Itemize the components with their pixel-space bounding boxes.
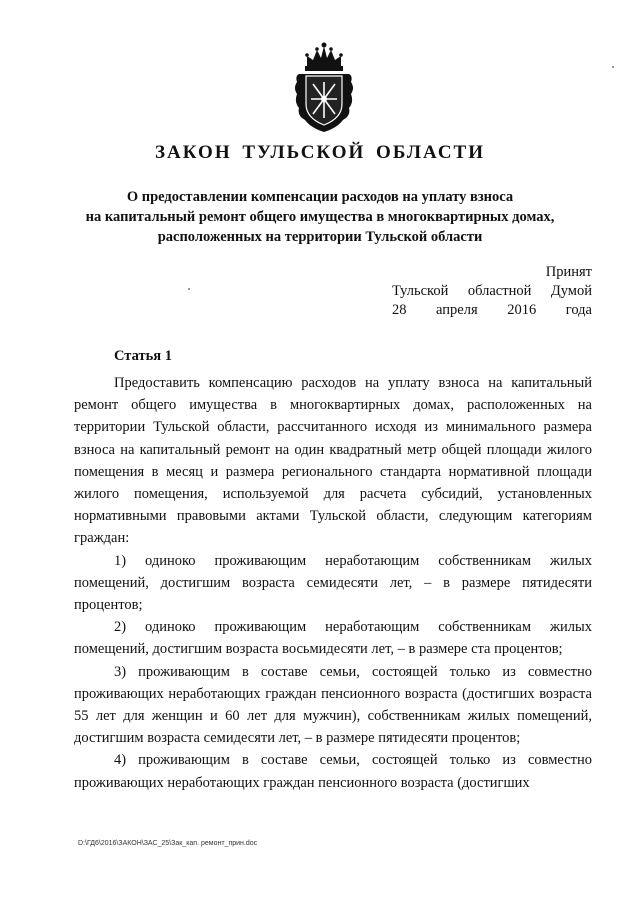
subtitle-line: расположенных на территории Тульской области: [157, 229, 483, 245]
file-path-footer: D:\ГД6\2016\ЗАКОН\ЗАС_25\Зак_кап. ремонт_прин.doc: [78, 840, 258, 847]
adopted-word: областной: [467, 283, 532, 299]
scan-speck: [612, 66, 614, 68]
adopted-by-line: [392, 282, 592, 301]
article-heading: Статья 1: [114, 348, 172, 364]
adoption-date-line: [392, 301, 592, 320]
subtitle-line: на капитальный ремонт общего имущества в многоквартирных домах,: [85, 209, 555, 225]
adoption-block: [392, 263, 592, 320]
tula-coat-of-arms-icon: [293, 42, 355, 134]
article-paragraph: Предоставить компенсацию расходов на уплату взноса на капитальный ремонт общего имущества в многоквартирных домах, расположенных на территории Тульской области, рассчитанного исходя из минимального размера взноса на капитальный ремонт на один квадратный метр общей площади жилого помещения в месяц и размера регионального стандарта нормативной площади жилого помещения, используемой для расчета субсидий, установленных нормативными правовыми актами Тульской области, следующим категориям граждан:: [74, 375, 592, 547]
date-day: 28: [392, 302, 407, 318]
subtitle-line: О предоставлении компенсации расходов на уплату взноса: [126, 189, 514, 205]
article-body: [74, 372, 592, 794]
article-paragraph: 2) одиноко проживающим неработающим собственникам жилых помещений, достигшим возраста восьмидесяти лет, – в размере ста процентов;: [74, 619, 592, 658]
law-title: ЗАКОН ТУЛЬСКОЙ ОБЛАСТИ: [154, 142, 486, 163]
article-paragraph: 4) проживающим в составе семьи, состоящей только из совместно проживающих неработающих граждан пенсионного возраста (достигших: [74, 752, 592, 791]
article-paragraph: 3) проживающим в составе семьи, состоящей только из совместно проживающих неработающих граждан пенсионного возраста (достигших возраста 55 лет для женщин и 60 лет для мужчин), собственникам жилых помещений, достигшим возраста семидесяти лет, – в размере пятидесяти процентов;: [74, 663, 592, 747]
adopted-word: Тульской: [392, 283, 449, 299]
scan-speck: [188, 288, 190, 290]
law-subtitle: [70, 187, 570, 247]
article-paragraph: 1) одиноко проживающим неработающим собственникам жилых помещений, достигшим возраста семидесяти лет, – в размере пятидесяти процентов;: [74, 552, 592, 614]
adopted-label: Принят: [545, 264, 592, 280]
adopted-word: Думой: [550, 283, 592, 299]
date-year: 2016: [507, 302, 537, 318]
date-month: апреля: [436, 302, 478, 318]
date-word: года: [565, 302, 592, 318]
